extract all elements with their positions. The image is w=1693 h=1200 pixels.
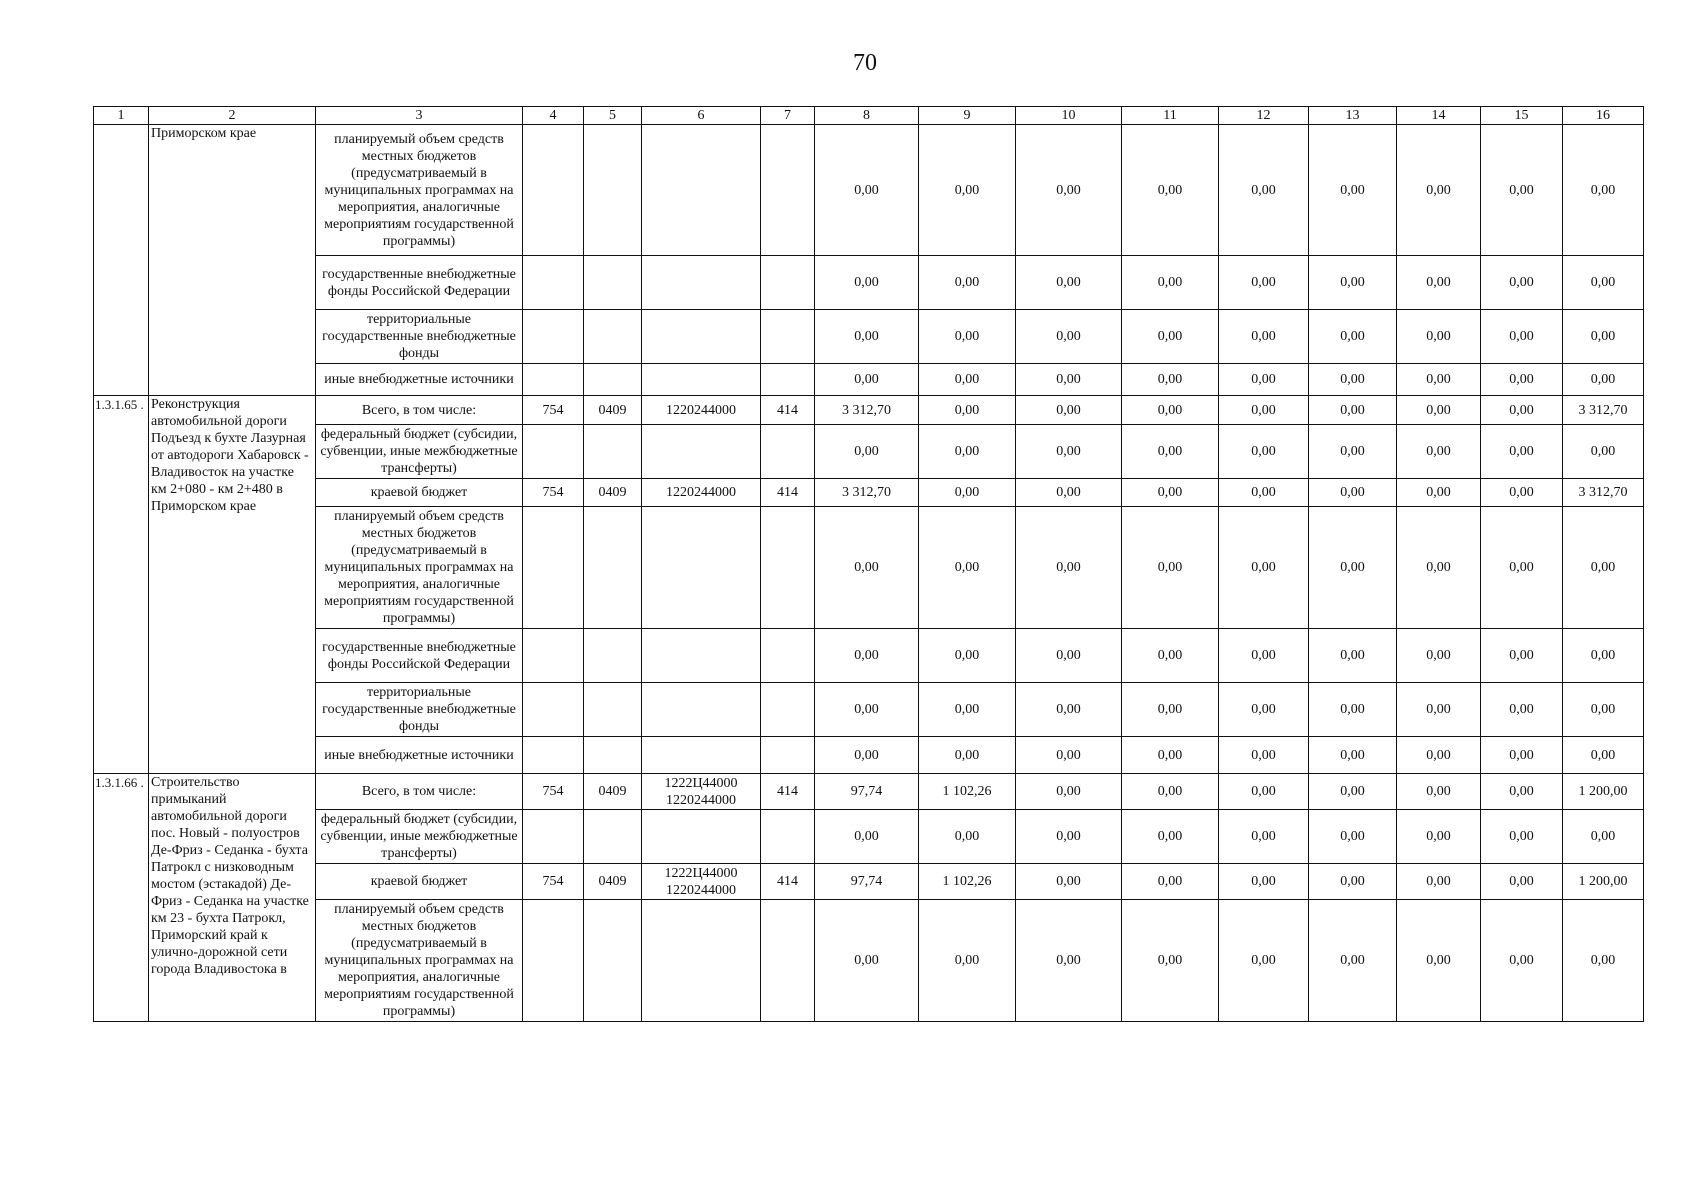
target-article-code: 1220244000 [642,396,761,425]
amount-cell: 0,00 [815,737,919,774]
section-code: 0409 [584,774,642,810]
table-row [94,396,1644,425]
amount-cell: 0,00 [1016,629,1122,683]
amount-cell: 0,00 [1397,810,1481,864]
amount-cell: 0,00 [1016,774,1122,810]
admin-code: 754 [523,396,584,425]
amount-cell: 0,00 [1563,364,1644,396]
expense-type-code [761,125,815,256]
funding-source: краевой бюджет [316,864,523,900]
item-number: 1.3.1.66 . [94,774,149,1022]
amount-cell: 0,00 [1016,310,1122,364]
column-header: 8 [815,107,919,125]
target-article-code: 1222Ц44000 1220244000 [642,864,761,900]
column-header: 13 [1309,107,1397,125]
amount-cell: 0,00 [1309,774,1397,810]
amount-cell: 0,00 [1481,900,1563,1022]
target-article-code [642,256,761,310]
amount-cell: 0,00 [815,425,919,479]
amount-cell: 0,00 [1481,810,1563,864]
amount-cell: 0,00 [1397,125,1481,256]
amount-cell: 0,00 [815,900,919,1022]
section-code [584,310,642,364]
admin-code: 754 [523,774,584,810]
amount-cell: 0,00 [815,629,919,683]
amount-cell: 0,00 [1016,256,1122,310]
amount-cell: 0,00 [1219,810,1309,864]
target-article-code: 1222Ц44000 1220244000 [642,774,761,810]
target-article-code [642,425,761,479]
amount-cell: 0,00 [1481,310,1563,364]
section-code [584,810,642,864]
target-article-code [642,683,761,737]
amount-cell: 0,00 [919,256,1016,310]
amount-cell: 0,00 [1122,256,1219,310]
amount-cell: 0,00 [1219,364,1309,396]
amount-cell: 0,00 [1563,310,1644,364]
amount-cell: 0,00 [1397,479,1481,507]
amount-cell: 1 102,26 [919,774,1016,810]
amount-cell: 0,00 [1219,310,1309,364]
amount-cell: 0,00 [1219,864,1309,900]
section-code: 0409 [584,396,642,425]
amount-cell: 0,00 [1309,737,1397,774]
column-header: 14 [1397,107,1481,125]
amount-cell: 0,00 [1309,683,1397,737]
amount-cell: 0,00 [1122,810,1219,864]
amount-cell: 0,00 [1016,900,1122,1022]
column-header: 12 [1219,107,1309,125]
amount-cell: 0,00 [1122,396,1219,425]
target-article-code [642,810,761,864]
amount-cell: 0,00 [1309,256,1397,310]
amount-cell: 0,00 [1481,396,1563,425]
amount-cell: 0,00 [1563,629,1644,683]
amount-cell: 0,00 [1309,810,1397,864]
column-header: 15 [1481,107,1563,125]
column-header: 9 [919,107,1016,125]
expense-type-code [761,425,815,479]
column-header: 4 [523,107,584,125]
amount-cell: 0,00 [1122,425,1219,479]
amount-cell: 0,00 [1397,256,1481,310]
table-row [94,683,1644,737]
amount-cell: 0,00 [1219,737,1309,774]
target-article-code [642,629,761,683]
funding-source: федеральный бюджет (субсидии, субвенции, иные межбюджетные трансферты) [316,425,523,479]
amount-cell: 3 312,70 [815,396,919,425]
item-name: Строительство примыканий автомобильной дороги пос. Новый - полуостров Де-Фриз - Седанка - бухта Патрокл с низководным мостом (эстакадой) Де-Фриз - Седанка на участке км 23 - бухта Патрокл, Приморский край к улично-дорожной сети города Владивостока в [149,774,316,1022]
table-row [94,364,1644,396]
item-name: Приморском крае [149,125,316,396]
section-code: 0409 [584,864,642,900]
amount-cell: 0,00 [1481,479,1563,507]
amount-cell: 0,00 [1481,774,1563,810]
admin-code: 754 [523,864,584,900]
amount-cell: 0,00 [1122,507,1219,629]
amount-cell: 0,00 [1016,737,1122,774]
expense-type-code [761,256,815,310]
amount-cell: 0,00 [1122,900,1219,1022]
amount-cell: 0,00 [815,683,919,737]
amount-cell: 0,00 [1397,425,1481,479]
funding-source: государственные внебюджетные фонды Российской Федерации [316,629,523,683]
column-header: 10 [1016,107,1122,125]
section-code: 0409 [584,479,642,507]
amount-cell: 0,00 [919,810,1016,864]
amount-cell: 0,00 [1219,256,1309,310]
item-name: Реконструкция автомобильной дороги Подъезд к бухте Лазурная от автодороги Хабаровск - Владивосток на участке км 2+080 - км 2+480 в Приморском крае [149,396,316,774]
item-number [94,125,149,396]
amount-cell: 0,00 [919,629,1016,683]
amount-cell: 0,00 [1563,737,1644,774]
amount-cell: 0,00 [1122,864,1219,900]
amount-cell: 0,00 [1309,864,1397,900]
admin-code [523,364,584,396]
amount-cell: 1 102,26 [919,864,1016,900]
funding-source: краевой бюджет [316,479,523,507]
amount-cell: 0,00 [919,479,1016,507]
amount-cell: 0,00 [1397,396,1481,425]
amount-cell: 0,00 [815,256,919,310]
amount-cell: 0,00 [1309,396,1397,425]
amount-cell: 0,00 [1219,425,1309,479]
amount-cell: 0,00 [1309,425,1397,479]
column-header: 7 [761,107,815,125]
amount-cell: 0,00 [1309,479,1397,507]
section-code [584,900,642,1022]
admin-code [523,256,584,310]
amount-cell: 0,00 [1481,256,1563,310]
expense-type-code: 414 [761,396,815,425]
amount-cell: 0,00 [1397,507,1481,629]
amount-cell: 0,00 [1016,683,1122,737]
amount-cell: 0,00 [1563,683,1644,737]
funding-source: Всего, в том числе: [316,396,523,425]
admin-code [523,810,584,864]
amount-cell: 97,74 [815,864,919,900]
amount-cell: 1 200,00 [1563,774,1644,810]
expense-type-code: 414 [761,479,815,507]
expense-type-code [761,737,815,774]
section-code [584,125,642,256]
amount-cell: 0,00 [1481,683,1563,737]
amount-cell: 0,00 [1219,125,1309,256]
admin-code [523,737,584,774]
amount-cell: 0,00 [1219,396,1309,425]
table-row [94,256,1644,310]
amount-cell: 0,00 [1397,629,1481,683]
amount-cell: 0,00 [815,364,919,396]
amount-cell: 0,00 [1309,900,1397,1022]
amount-cell: 0,00 [815,810,919,864]
column-header: 1 [94,107,149,125]
expense-type-code [761,810,815,864]
admin-code [523,507,584,629]
amount-cell: 0,00 [1219,479,1309,507]
target-article-code [642,737,761,774]
amount-cell: 0,00 [1309,310,1397,364]
amount-cell: 3 312,70 [1563,396,1644,425]
funding-source: территориальные государственные внебюджетные фонды [316,683,523,737]
amount-cell: 0,00 [1397,900,1481,1022]
funding-source: Всего, в том числе: [316,774,523,810]
amount-cell: 3 312,70 [1563,479,1644,507]
budget-table [93,106,1644,1022]
amount-cell: 0,00 [1122,737,1219,774]
amount-cell: 0,00 [1563,507,1644,629]
table-row [94,737,1644,774]
expense-type-code [761,507,815,629]
amount-cell: 0,00 [919,900,1016,1022]
table-row [94,629,1644,683]
amount-cell: 0,00 [1481,864,1563,900]
target-article-code [642,900,761,1022]
expense-type-code [761,900,815,1022]
admin-code: 754 [523,479,584,507]
column-header: 6 [642,107,761,125]
amount-cell: 0,00 [1309,629,1397,683]
amount-cell: 0,00 [1016,125,1122,256]
section-code [584,364,642,396]
table-row [94,125,1644,256]
amount-cell: 0,00 [1122,125,1219,256]
amount-cell: 0,00 [815,310,919,364]
expense-type-code: 414 [761,864,815,900]
amount-cell: 0,00 [1563,810,1644,864]
funding-source: государственные внебюджетные фонды Российской Федерации [316,256,523,310]
amount-cell: 0,00 [1016,479,1122,507]
admin-code [523,425,584,479]
amount-cell: 0,00 [1219,629,1309,683]
amount-cell: 0,00 [1397,310,1481,364]
amount-cell: 0,00 [919,425,1016,479]
amount-cell: 0,00 [919,737,1016,774]
amount-cell: 0,00 [1563,900,1644,1022]
amount-cell: 0,00 [1563,425,1644,479]
item-number: 1.3.1.65 . [94,396,149,774]
expense-type-code: 414 [761,774,815,810]
funding-source: иные внебюджетные источники [316,737,523,774]
column-header: 11 [1122,107,1219,125]
expense-type-code [761,683,815,737]
amount-cell: 0,00 [1122,364,1219,396]
amount-cell: 0,00 [1309,125,1397,256]
amount-cell: 0,00 [1481,364,1563,396]
funding-source: иные внебюджетные источники [316,364,523,396]
table-row [94,425,1644,479]
amount-cell: 0,00 [1016,396,1122,425]
amount-cell: 0,00 [1016,425,1122,479]
amount-cell: 0,00 [1309,364,1397,396]
funding-source: федеральный бюджет (субсидии, субвенции, иные межбюджетные трансферты) [316,810,523,864]
table-row [94,864,1644,900]
amount-cell: 0,00 [1122,310,1219,364]
amount-cell: 0,00 [1016,507,1122,629]
amount-cell: 0,00 [1563,125,1644,256]
funding-source: территориальные государственные внебюджетные фонды [316,310,523,364]
column-header: 5 [584,107,642,125]
funding-source: планируемый объем средств местных бюджетов (предусматриваемый в муниципальных программах на мероприятия, аналогичные мероприятиям государственной программы) [316,507,523,629]
funding-source: планируемый объем средств местных бюджетов (предусматриваемый в муниципальных программах на мероприятия, аналогичные мероприятиям государственной программы) [316,900,523,1022]
amount-cell: 0,00 [919,364,1016,396]
amount-cell: 0,00 [815,507,919,629]
amount-cell: 0,00 [1481,507,1563,629]
amount-cell: 0,00 [1016,864,1122,900]
amount-cell: 1 200,00 [1563,864,1644,900]
expense-type-code [761,629,815,683]
section-code [584,256,642,310]
amount-cell: 0,00 [815,125,919,256]
amount-cell: 0,00 [1397,864,1481,900]
amount-cell: 0,00 [1481,629,1563,683]
amount-cell: 0,00 [919,683,1016,737]
table-row [94,900,1644,1022]
amount-cell: 0,00 [1016,364,1122,396]
amount-cell: 0,00 [1122,774,1219,810]
section-code [584,507,642,629]
admin-code [523,900,584,1022]
table-row [94,774,1644,810]
target-article-code: 1220244000 [642,479,761,507]
amount-cell: 0,00 [1481,737,1563,774]
amount-cell: 0,00 [919,507,1016,629]
column-header: 16 [1563,107,1644,125]
admin-code [523,310,584,364]
amount-cell: 0,00 [1016,810,1122,864]
funding-source: планируемый объем средств местных бюджетов (предусматриваемый в муниципальных программах на мероприятия, аналогичные мероприятиям государственной программы) [316,125,523,256]
section-code [584,629,642,683]
table-row [94,507,1644,629]
amount-cell: 0,00 [1397,774,1481,810]
table-row [94,310,1644,364]
table-row [94,810,1644,864]
admin-code [523,125,584,256]
amount-cell: 0,00 [1397,364,1481,396]
amount-cell: 0,00 [919,125,1016,256]
amount-cell: 0,00 [1219,900,1309,1022]
header-row [94,107,1644,125]
expense-type-code [761,364,815,396]
column-header: 2 [149,107,316,125]
expense-type-code [761,310,815,364]
amount-cell: 0,00 [919,310,1016,364]
amount-cell: 3 312,70 [815,479,919,507]
admin-code [523,683,584,737]
amount-cell: 0,00 [1122,479,1219,507]
amount-cell: 97,74 [815,774,919,810]
page-number: 70 [853,50,877,76]
amount-cell: 0,00 [1122,629,1219,683]
amount-cell: 0,00 [1122,683,1219,737]
section-code [584,425,642,479]
amount-cell: 0,00 [1397,683,1481,737]
column-header: 3 [316,107,523,125]
amount-cell: 0,00 [1397,737,1481,774]
section-code [584,683,642,737]
amount-cell: 0,00 [1563,256,1644,310]
target-article-code [642,507,761,629]
amount-cell: 0,00 [1219,507,1309,629]
target-article-code [642,310,761,364]
amount-cell: 0,00 [1481,425,1563,479]
amount-cell: 0,00 [1309,507,1397,629]
amount-cell: 0,00 [1219,683,1309,737]
amount-cell: 0,00 [1219,774,1309,810]
amount-cell: 0,00 [1481,125,1563,256]
amount-cell: 0,00 [919,396,1016,425]
table-row [94,479,1644,507]
target-article-code [642,125,761,256]
section-code [584,737,642,774]
admin-code [523,629,584,683]
target-article-code [642,364,761,396]
